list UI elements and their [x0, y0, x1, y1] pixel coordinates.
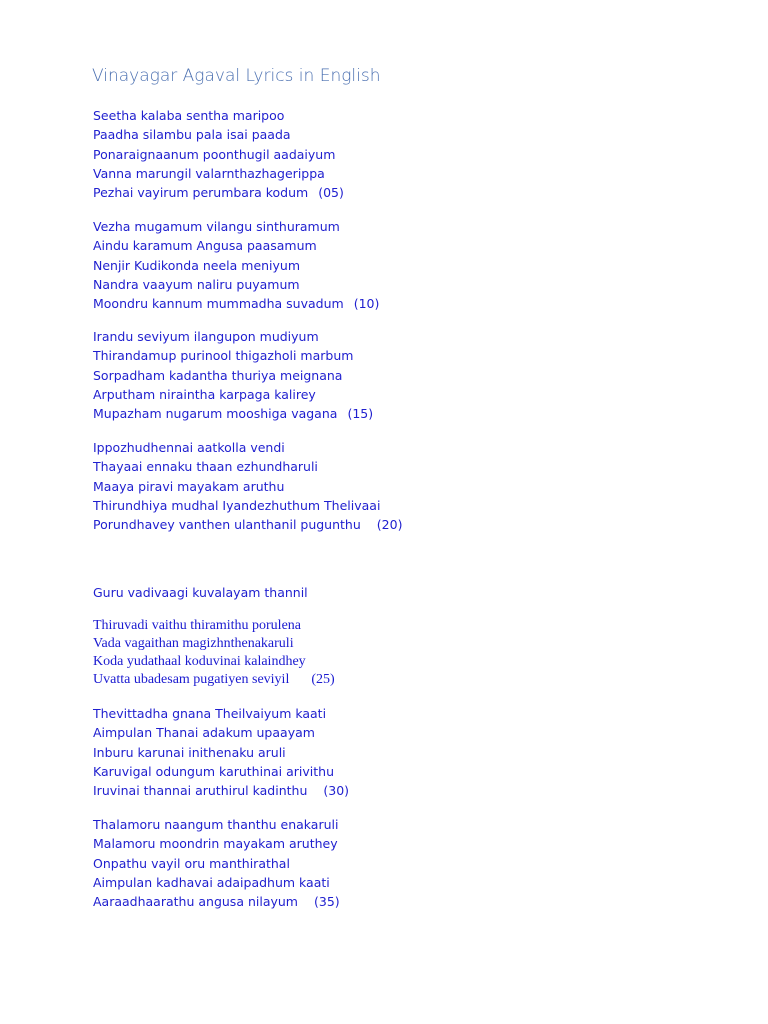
stanza-7	[93, 704, 349, 800]
lyric-text: Koda yudathaal koduvinai kalaindhey	[93, 654, 306, 669]
lyric-text: Thevittadha gnana Theilvaiyum kaati	[93, 706, 327, 721]
stanza-2	[93, 217, 379, 313]
lyric-line	[93, 653, 335, 671]
lyric-line	[93, 873, 340, 892]
lyric-line	[93, 125, 344, 144]
lyric-text: Pezhai vayirum perumbara kodum	[93, 185, 309, 201]
lyric-line	[93, 635, 335, 653]
lyric-text: Aaraadhaarathu angusa nilayum	[93, 894, 298, 910]
lyric-text: Arputham niraintha karpaga kalirey	[93, 386, 316, 402]
lyric-text: Thirundhiya mudhal Iyandezhuthum Thelivaai	[93, 497, 381, 513]
lyric-text: Vezha mugamum vilangu sinthuramum	[93, 219, 340, 234]
lyric-text: Aimpulan kadhavai adaipadhum kaati	[93, 874, 330, 890]
lyric-text: Aindu karamum Angusa paasamum	[93, 238, 317, 254]
lyric-text: Thalamoru naangum thanthu enakaruli	[93, 817, 339, 832]
lyric-line	[93, 385, 373, 404]
lyric-text: Thayaai ennaku thaan ezhundharuli	[93, 459, 318, 475]
lyric-text: Mupazham nugarum mooshiga vagana	[93, 406, 338, 422]
stanza-3	[93, 327, 373, 423]
lyric-text: Uvatta ubadesam pugatiyen seviyil	[93, 672, 290, 687]
lyric-text: Onpathu vayil oru manthirathal	[93, 855, 290, 871]
lyric-text: Vanna marungil valarnthazhagerippa	[93, 165, 325, 181]
lyric-line	[93, 366, 373, 385]
lyric-text: Moondru kannum mummadha suvadum	[93, 296, 344, 312]
stanza-4	[93, 438, 402, 534]
lyric-text: Ippozhudhennai aatkolla vendi	[93, 440, 285, 455]
lyric-line	[93, 781, 349, 800]
lyric-line	[93, 145, 344, 164]
lyric-text: Seetha kalaba sentha maripoo	[93, 108, 285, 123]
lyric-line	[93, 164, 344, 183]
stanza-1	[93, 106, 344, 202]
lyric-text: Inburu karunai inithenaku aruli	[93, 744, 286, 760]
lyric-line	[93, 275, 379, 294]
lyric-line	[93, 583, 308, 602]
lyric-text: Paadha silambu pala isai paada	[93, 127, 291, 143]
verse-number: (25)	[311, 672, 335, 687]
verse-number: (15)	[347, 406, 374, 422]
lyric-line	[93, 854, 340, 873]
lyric-text: Guru vadivaagi kuvalayam thannil	[93, 585, 308, 600]
lyric-line	[93, 515, 402, 534]
stanza-5	[93, 583, 308, 602]
verse-number: (10)	[353, 296, 380, 312]
lyric-line	[93, 671, 335, 689]
lyric-line	[93, 617, 335, 635]
lyric-line	[93, 327, 373, 346]
lyric-line	[93, 704, 349, 723]
lyric-line	[93, 106, 344, 125]
lyric-line	[93, 723, 349, 742]
stanza-6	[93, 617, 335, 689]
lyric-text: Ponaraignaanum poonthugil aadaiyum	[93, 146, 336, 162]
lyric-line	[93, 743, 349, 762]
lyric-line	[93, 438, 402, 457]
page-title: Vinayagar Agaval Lyrics in English	[92, 66, 381, 86]
lyric-text: Malamoru moondrin mayakam aruthey	[93, 836, 338, 852]
lyric-text: Vada vagaithan magizhnthenakaruli	[93, 636, 294, 651]
lyric-line	[93, 294, 379, 313]
lyric-text: Thirandamup purinool thigazholi marbum	[93, 348, 354, 364]
lyric-line	[93, 892, 340, 911]
lyric-line	[93, 457, 402, 476]
verse-number: (35)	[313, 894, 340, 910]
lyric-line	[93, 477, 402, 496]
lyric-text: Nandra vaayum naliru puyamum	[93, 276, 300, 292]
lyric-line	[93, 183, 344, 202]
stanza-8	[93, 815, 340, 911]
lyric-line	[93, 256, 379, 275]
lyric-text: Nenjir Kudikonda neela meniyum	[93, 257, 301, 273]
lyric-text: Porundhavey vanthen ulanthanil pugunthu	[93, 517, 361, 533]
lyric-line	[93, 404, 373, 423]
lyric-line	[93, 217, 379, 236]
verse-number: (05)	[318, 185, 344, 201]
lyric-text: Karuvigal odungum karuthinai arivithu	[93, 763, 334, 779]
lyric-line	[93, 762, 349, 781]
lyric-text: Maaya piravi mayakam aruthu	[93, 478, 285, 494]
verse-number: (20)	[376, 517, 403, 533]
lyric-text: Irandu seviyum ilangupon mudiyum	[93, 329, 319, 344]
lyric-text: Aimpulan Thanai adakum upaayam	[93, 725, 315, 741]
lyric-text: Thiruvadi vaithu thiramithu porulena	[93, 618, 302, 633]
lyric-text: Sorpadham kadantha thuriya meignana	[93, 367, 343, 383]
lyric-line	[93, 496, 402, 515]
lyric-line	[93, 236, 379, 255]
lyric-text: Iruvinai thannai aruthirul kadinthu	[93, 783, 308, 799]
lyric-line	[93, 815, 340, 834]
verse-number: (30)	[323, 783, 350, 799]
lyric-line	[93, 834, 340, 853]
lyric-line	[93, 346, 373, 365]
